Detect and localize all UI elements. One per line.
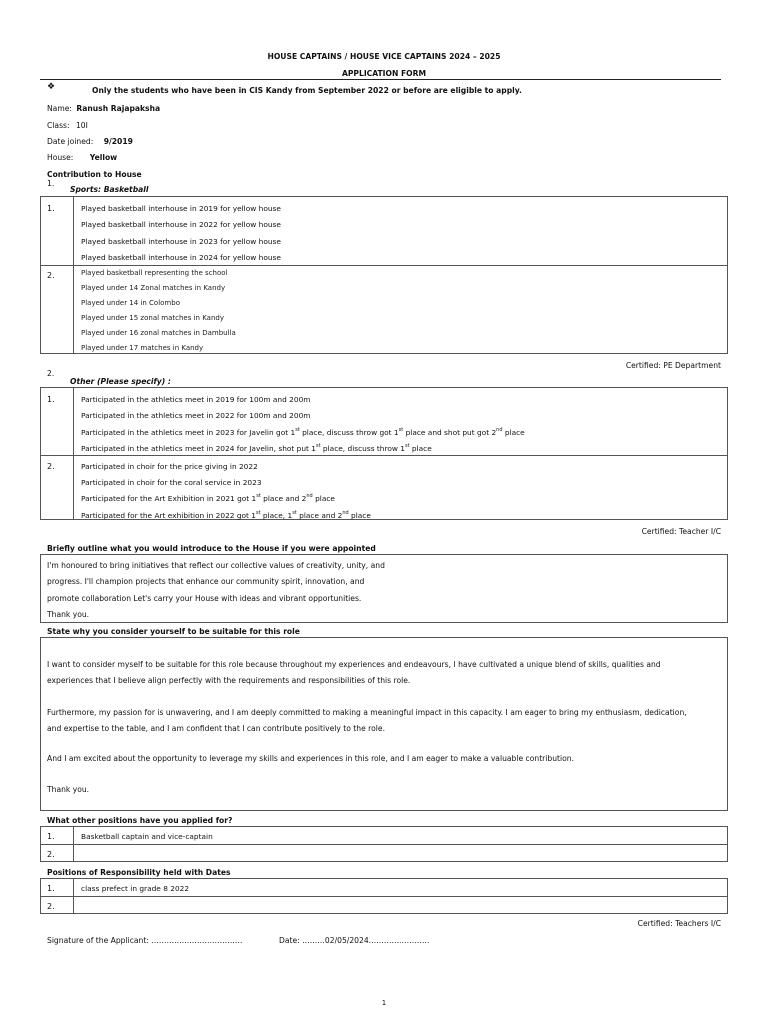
other-certified: Certified: Teacher I/C bbox=[641, 527, 721, 536]
athletics-item: Participated in the athletics meet in 2024 for Javelin, shot put 1st place, discuss throw 1st place bbox=[81, 443, 432, 453]
form-subtitle: APPLICATION FORM bbox=[341, 69, 427, 78]
suitable-line: I want to consider myself to be suitable for this role because throughout my experiences and endeavours, I have cultivated a unique blend of skills, qualities and bbox=[47, 660, 661, 669]
outline-box bbox=[40, 554, 728, 623]
other-row-2-number: 2. bbox=[47, 462, 55, 471]
date-line: Date: ………02/05/2024…………………… bbox=[279, 936, 430, 945]
sports-row-2-number: 2. bbox=[47, 271, 55, 280]
sports-certified: Certified: PE Department bbox=[625, 361, 721, 370]
other-row-1-number: 1. bbox=[47, 395, 55, 404]
bullet-icon: ❖ bbox=[47, 82, 56, 92]
sports-item: Played under 14 Zonal matches in Kandy bbox=[81, 284, 226, 292]
outline-line: Thank you. bbox=[47, 610, 90, 619]
date-joined-field: Date joined: 9/2019 bbox=[47, 137, 133, 146]
suitable-line: and expertise to the table, and I am confident that I can contribute positively to the role. bbox=[47, 724, 385, 733]
sports-item: Played basketball interhouse in 2023 for yellow house bbox=[81, 237, 281, 246]
suitable-line: And I am excited about the opportunity to leverage my skills and experiences in this role, and I am eager to make a valuable contribution. bbox=[47, 754, 574, 763]
house-field: House: Yellow bbox=[47, 153, 118, 162]
sports-item: Played under 16 zonal matches in Dambulla bbox=[81, 329, 236, 337]
responsibility-heading: Positions of Responsibility held with Dates bbox=[47, 868, 231, 877]
positions-table bbox=[40, 826, 728, 862]
outline-line: promote collaboration Let's carry your House with ideas and vibrant opportunities. bbox=[47, 594, 362, 603]
suitable-heading: State why you consider yourself to be suitable for this role bbox=[47, 627, 300, 636]
eligibility-note: Only the students who have been in CIS Kandy from September 2022 or before are eligible to apply. bbox=[92, 86, 522, 95]
positions-row-text: Basketball captain and vice-captain bbox=[81, 832, 213, 841]
athletics-item: Participated in the athletics meet in 2019 for 100m and 200m bbox=[81, 395, 311, 404]
suitable-line: Thank you. bbox=[47, 785, 90, 794]
sports-label: Sports: Basketball bbox=[70, 185, 149, 194]
responsibility-row-number: 1. bbox=[47, 884, 55, 893]
other-label: Other (Please specify) : bbox=[70, 377, 171, 386]
arts-item: Participated for the Art Exhibition in 2021 got 1st place and 2nd place bbox=[81, 493, 335, 503]
contribution-heading: Contribution to House bbox=[47, 170, 142, 179]
sports-item: Played basketball representing the school bbox=[81, 269, 228, 277]
signature-line: Signature of the Applicant: ……………………………… bbox=[47, 936, 243, 945]
athletics-item: Participated in the athletics meet in 2023 for Javelin got 1st place, discuss throw got 1st place and shot put got 2nd place bbox=[81, 427, 525, 437]
sports-item: Played under 17 matches in Kandy bbox=[81, 344, 204, 352]
outline-line: I'm honoured to bring initiatives that reflect our collective values of creativity, unity, and bbox=[47, 561, 385, 570]
class-field: Class: 10I bbox=[47, 121, 88, 130]
suitable-box bbox=[40, 637, 728, 811]
other-number: 2. bbox=[47, 369, 55, 378]
arts-item: Participated in choir for the coral service in 2023 bbox=[81, 478, 262, 487]
responsibility-certified: Certified: Teachers I/C bbox=[637, 919, 721, 928]
sports-item: Played under 14 in Colombo bbox=[81, 299, 180, 307]
sports-item: Played basketball interhouse in 2019 for yellow house bbox=[81, 204, 281, 213]
responsibility-row-text: class prefect in grade 8 2022 bbox=[81, 884, 190, 893]
arts-item: Participated for the Art exhibition in 2022 got 1st place, 1st place and 2nd place bbox=[81, 510, 371, 520]
positions-row-number: 1. bbox=[47, 832, 55, 841]
suitable-line: experiences that I believe align perfectly with the requirements and responsibilities of this role. bbox=[47, 676, 411, 685]
page-number: 1 bbox=[381, 999, 387, 1007]
header-rule bbox=[40, 79, 721, 80]
other-table bbox=[40, 387, 728, 520]
arts-item: Participated in choir for the price giving in 2022 bbox=[81, 462, 258, 471]
outline-heading: Briefly outline what you would introduce to the House if you were appointed bbox=[47, 544, 376, 553]
sports-item: Played under 15 zonal matches in Kandy bbox=[81, 314, 224, 322]
suitable-line: Furthermore, my passion for is unwavering, and I am deeply committed to making a meaningful impact in this capacity. I am eager to bring my enthusiasm, dedication, bbox=[47, 708, 687, 717]
sports-item: Played basketball interhouse in 2022 for yellow house bbox=[81, 220, 281, 229]
athletics-item: Participated in the athletics meet in 2022 for 100m and 200m bbox=[81, 411, 311, 420]
sports-item: Played basketball interhouse in 2024 for yellow house bbox=[81, 253, 281, 262]
name-field: Name: Ranush Rajapaksha bbox=[47, 104, 161, 113]
sports-number: 1. bbox=[47, 179, 55, 188]
positions-heading: What other positions have you applied for? bbox=[47, 816, 233, 825]
positions-row-number: 2. bbox=[47, 850, 55, 859]
responsibility-table bbox=[40, 878, 728, 914]
sports-table bbox=[40, 196, 728, 354]
form-title: HOUSE CAPTAINS / HOUSE VICE CAPTAINS 2024 – 2025 bbox=[267, 52, 501, 61]
sports-row-1-number: 1. bbox=[47, 204, 55, 213]
outline-line: progress. I'll champion projects that enhance our community spirit, innovation, and bbox=[47, 577, 365, 586]
responsibility-row-number: 2. bbox=[47, 902, 55, 911]
